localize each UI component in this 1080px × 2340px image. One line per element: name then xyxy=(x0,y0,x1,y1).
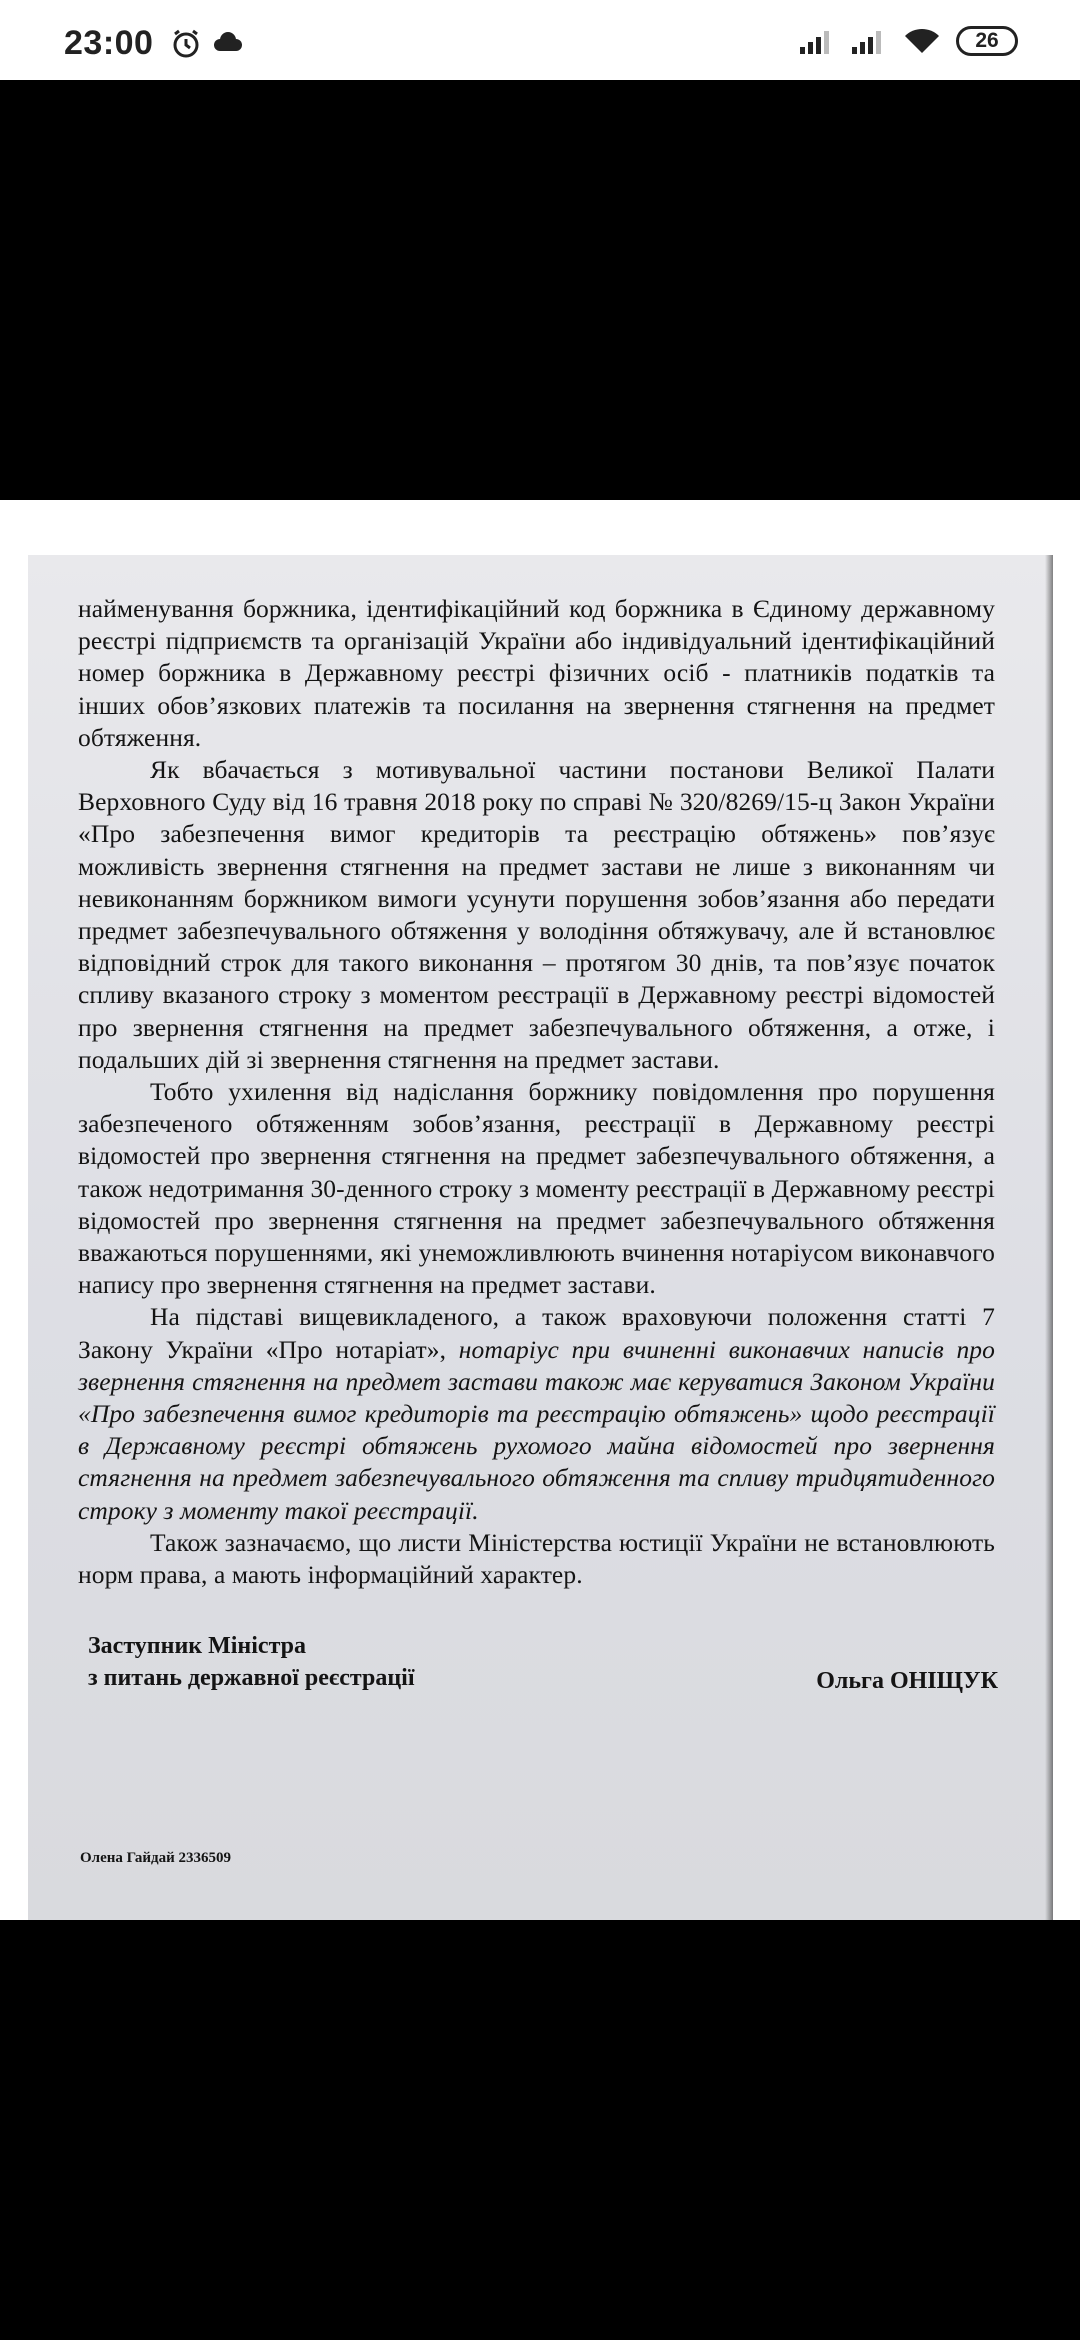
cloud-icon xyxy=(214,32,242,51)
status-bar xyxy=(0,0,1080,80)
signal-icon xyxy=(850,27,888,55)
battery-level: 26 xyxy=(975,29,999,52)
document-photo[interactable] xyxy=(28,555,1053,1920)
wifi-icon xyxy=(902,26,942,56)
status-time: 23:00 xyxy=(64,24,154,62)
executor-note: Олена Гайдай 2336509 xyxy=(80,1850,231,1866)
alarm-icon xyxy=(175,31,197,56)
signatory-name: Ольга ОНІЩУК xyxy=(816,1668,998,1694)
doc-paragraph xyxy=(78,1301,995,1526)
doc-paragraph: найменування боржника, ідентифікаційний код боржника в Єдиному державному реєстрі підприємств та організацій України або індивідуальний ідентифікаційний номер боржника в Державному реєстрі фізичних осіб - платників податків та інших обов’язкових платежів та посилання на звернення стягнення на предмет обтяження. xyxy=(78,594,995,752)
doc-paragraph: Як вбачається з мотивувальної частини постанови Великої Палати Верховного Суду від 16 травня 2018 року по справі № 320/8269/15-ц Закон України «Про забезпечення вимог кредиторів та реєстрацію обтяжень» пов’язує можливість звернення стягнення на предмет застави не лише з виконанням чи невиконанням боржником вимоги усунути порушення зобов’язання або передати предмет забезпечувального обтяження у володіння обтяжувачу, але й встановлює відповідний строк для такого виконання – протягом 30 днів, та пов’язує початок спливу вказаного строку з моментом реєстрації в Державному реєстрі відомостей про звернення стягнення на предмет забезпечувального обтяження, а отже, і подальших дій зі звернення стягнення на предмет застави. xyxy=(78,755,995,1074)
signature-block xyxy=(78,1630,1008,1730)
signatory-position xyxy=(88,1630,415,1694)
doc-paragraph: Також зазначаємо, що листи Міністерства юстиції України не встановлюють норм права, а мають інформаційний характер. xyxy=(78,1527,995,1590)
signal-icon xyxy=(798,27,836,55)
status-left-icons xyxy=(170,28,250,63)
paper-edge-shadow xyxy=(1045,555,1053,1920)
doc-paragraph-italic: нотаріус при вчиненні виконавчих написів про звернення стягнення на предмет застави також має керуватися Законом України «Про забезпечення вимог кредиторів та реєстрацію обтяжень» щодо реєстрації в Державному реєстрі обтяжень рухомого майна відомостей про звернення стягнення на предмет забезпечувального обтяження та спливу тридцятиденного строку з моменту такої реєстрації. xyxy=(78,1334,996,1525)
image-viewer-bottom-background[interactable] xyxy=(0,1920,1080,2340)
doc-paragraph: Тобто ухилення від надіслання боржнику повідомлення про порушення забезпеченого обтяженням зобов’язання, реєстрації в Державному реєстрі відомостей про звернення стягнення на предмет забезпечувального обтяження, а також недотримання 30-денного строку з моменту реєстрації в Державному реєстрі відомостей про звернення стягнення на предмет забезпечувального обтяження вважаються порушеннями, які унеможливлюють вчинення нотаріусом виконавчого напису про звернення стягнення на предмет застави. xyxy=(78,1077,995,1300)
signatory-position-line1: Заступник Міністра xyxy=(88,1633,307,1659)
status-right-icons xyxy=(798,26,1018,56)
image-viewer-top-background xyxy=(0,80,1080,500)
signatory-position-line2: з питань державної реєстрації xyxy=(88,1665,415,1691)
doc-paragraph-plain: На підставі вищевикладеного, а також враховуючи положення статті 7 Закону України «Про нотаріат», xyxy=(78,1302,995,1364)
battery-icon xyxy=(956,26,1018,56)
